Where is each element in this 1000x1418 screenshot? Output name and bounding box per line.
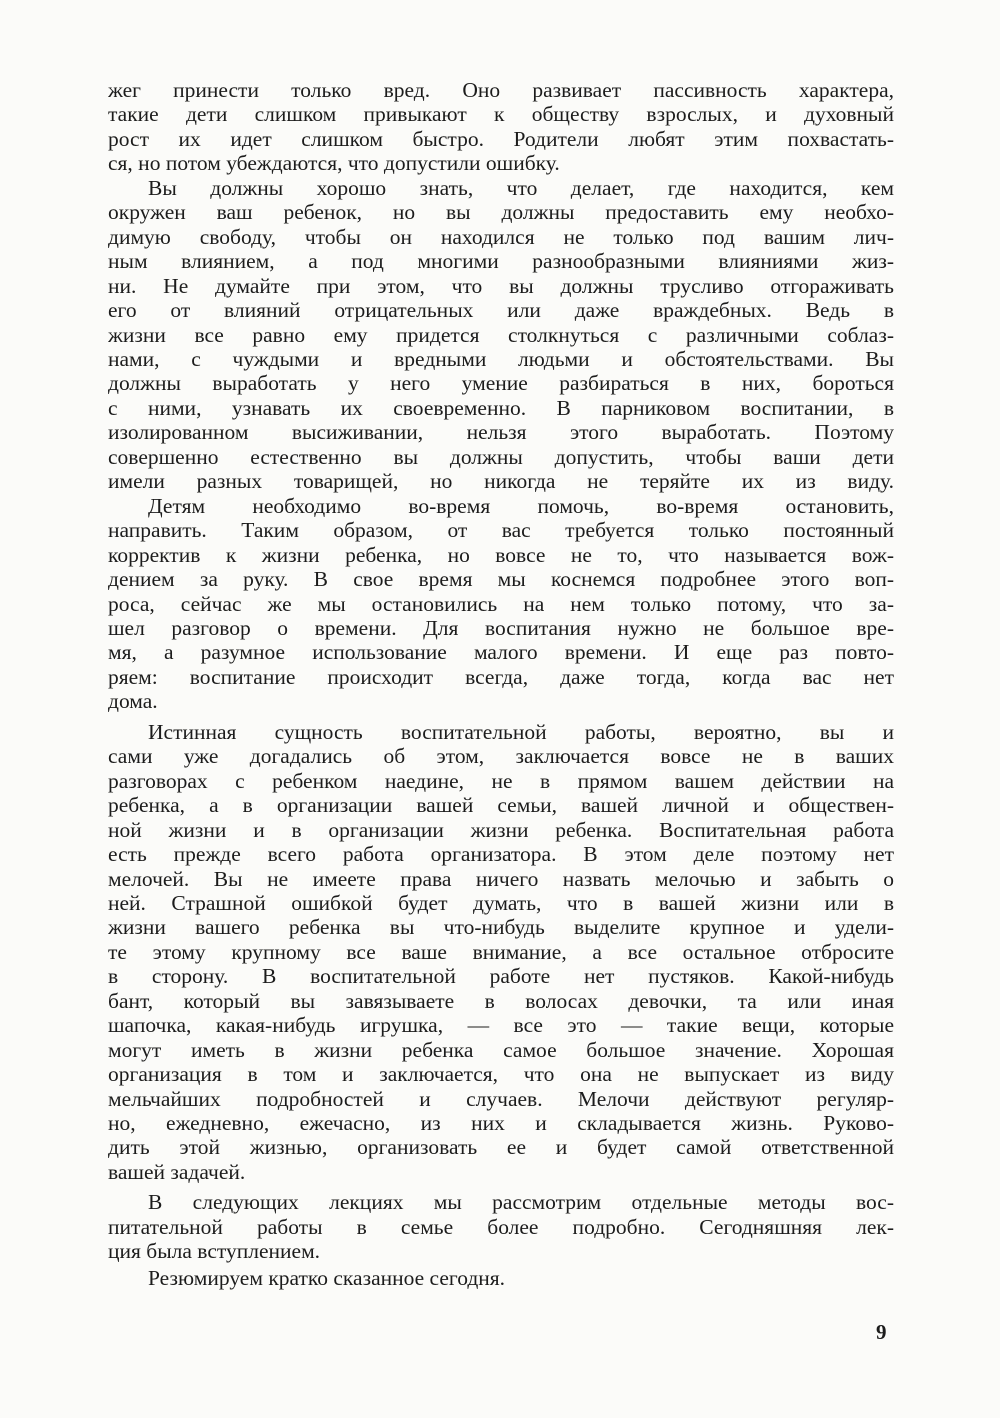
text-line: бант, который вы завязываете в волосах девочки, та или иная xyxy=(108,988,894,1013)
text-line: в сторону. В воспитательной работе нет пустяков. Какой-нибудь xyxy=(108,964,894,989)
text-line: ни. Не думайте при этом, что вы должны трусливо отгораживать xyxy=(108,273,894,298)
text-line: есть прежде всего работа организатора. В этом деле поэтому нет xyxy=(108,842,894,867)
text-line: но, ежедневно, ежечасно, из них и складывается жизнь. Руково- xyxy=(108,1111,894,1136)
text-line: ней. Страшной ошибкой будет думать, что в вашей жизни или в xyxy=(108,890,894,915)
text-line: ным влиянием, а под многими разнообразными влияниями жиз- xyxy=(108,249,894,274)
text-line: окружен ваш ребенок, но вы должны предоставить ему необхо- xyxy=(108,200,894,225)
text-line: жизни вашего ребенка вы что-нибудь выделите крупное и удели- xyxy=(108,915,894,940)
text-line: мельчайших подробностей и случаев. Мелочи действуют регуляр- xyxy=(108,1086,894,1111)
text-line: ной жизни и в организации жизни ребенка. Воспитательная работа xyxy=(108,817,894,842)
text-line: должны выработать у него умение разбираться в них, бороться xyxy=(108,371,894,396)
text-line: шел разговор о времени. Для воспитания нужно не большое вре- xyxy=(108,615,894,640)
paragraph-4 xyxy=(108,720,894,1185)
text-line: нами, с чуждыми и вредными людьми и обстоятельствами. Вы xyxy=(108,346,894,371)
paragraph-5 xyxy=(108,1190,894,1263)
paragraph-3 xyxy=(108,494,894,714)
text-line: рост их идет слишком быстро. Родители любят этим похвастать- xyxy=(108,126,894,151)
text-line: дить этой жизнью, организовать ее и будет самой ответственной xyxy=(108,1135,894,1160)
text-line: направить. Таким образом, от вас требуется только постоянный xyxy=(108,518,894,543)
text-line: сами уже догадались об этом, заключается вовсе не в ваших xyxy=(108,744,894,769)
text-line: ся, но потом убеждаются, что допустили ошибку. xyxy=(108,151,560,176)
text-line: мя, а разумное использование малого времени. И еще раз повто- xyxy=(108,640,894,665)
text-line: Истинная сущность воспитательной работы, вероятно, вы и xyxy=(148,719,894,744)
text-line: такие дети слишком привыкают к обществу взрослых, и духовный xyxy=(108,102,894,127)
body-text xyxy=(108,78,894,1290)
text-line: димую свободу, чтобы он находился не только под вашим лич- xyxy=(108,224,894,249)
text-line: Детям необходимо во-время помочь, во-время остановить, xyxy=(148,493,894,518)
text-line: корректив к жизни ребенка, но вовсе не то, что называется вож- xyxy=(108,542,894,567)
text-line: ряем: воспитание происходит всегда, даже тогда, когда вас нет xyxy=(108,664,894,689)
text-line: совершенно естественно вы должны допустить, чтобы ваши дети xyxy=(108,444,894,469)
text-line: изолированном высиживании, нельзя этого выработать. Поэтому xyxy=(108,420,894,445)
text-line: жизни все равно ему придется столкнуться с различными соблаз- xyxy=(108,322,894,347)
text-line: В следующих лекциях мы рассмотрим отдельные методы вос- xyxy=(148,1190,894,1215)
text-line: ребенка, а в организации вашей семьи, вашей личной и обществен- xyxy=(108,793,894,818)
text-line: ция была вступлением. xyxy=(108,1239,321,1264)
text-line: его от влияний отрицательных или даже враждебных. Ведь в xyxy=(108,298,894,323)
page-number: 9 xyxy=(876,1320,887,1344)
text-line: могут иметь в жизни ребенка самое большое значение. Хорошая xyxy=(108,1037,894,1062)
text-line: мелочей. Вы не имеете права ничего назвать мелочью и забыть о xyxy=(108,866,894,891)
text-line: разговорах с ребенком наедине, не в прямом вашем действии на xyxy=(108,768,894,793)
text-line: дением за руку. В свое время мы коснемся подробнее этого воп- xyxy=(108,567,894,592)
text-line: вашей задачей. xyxy=(108,1159,246,1184)
text-line: с ними, узнавать их своевременно. В парниковом воспитании, в xyxy=(108,395,894,420)
text-line: питательной работы в семье более подробно. Сегодняшняя лек- xyxy=(108,1214,894,1239)
text-line: Резюмируем кратко сказанное сегодня. xyxy=(148,1265,506,1290)
text-line: те этому крупному все ваше внимание, а все остальное отбросите xyxy=(108,939,894,964)
paragraph-6 xyxy=(108,1266,894,1290)
text-line: жег принести только вред. Оно развивает пассивность характера, xyxy=(108,78,894,102)
paragraph-1 xyxy=(108,78,894,176)
text-line: Вы должны хорошо знать, что делает, где находится, кем xyxy=(148,175,894,200)
text-line: имели разных товарищей, но никогда не теряйте их из виду. xyxy=(108,469,894,494)
text-line: дома. xyxy=(108,689,158,714)
text-line: шапочка, какая-нибудь игрушка, — все это — такие вещи, которые xyxy=(108,1013,894,1038)
text-line: организация в том и заключается, что она не выпускает из виду xyxy=(108,1062,894,1087)
text-line: роса, сейчас же мы остановились на нем только потому, что за- xyxy=(108,591,894,616)
paragraph-2 xyxy=(108,176,894,494)
